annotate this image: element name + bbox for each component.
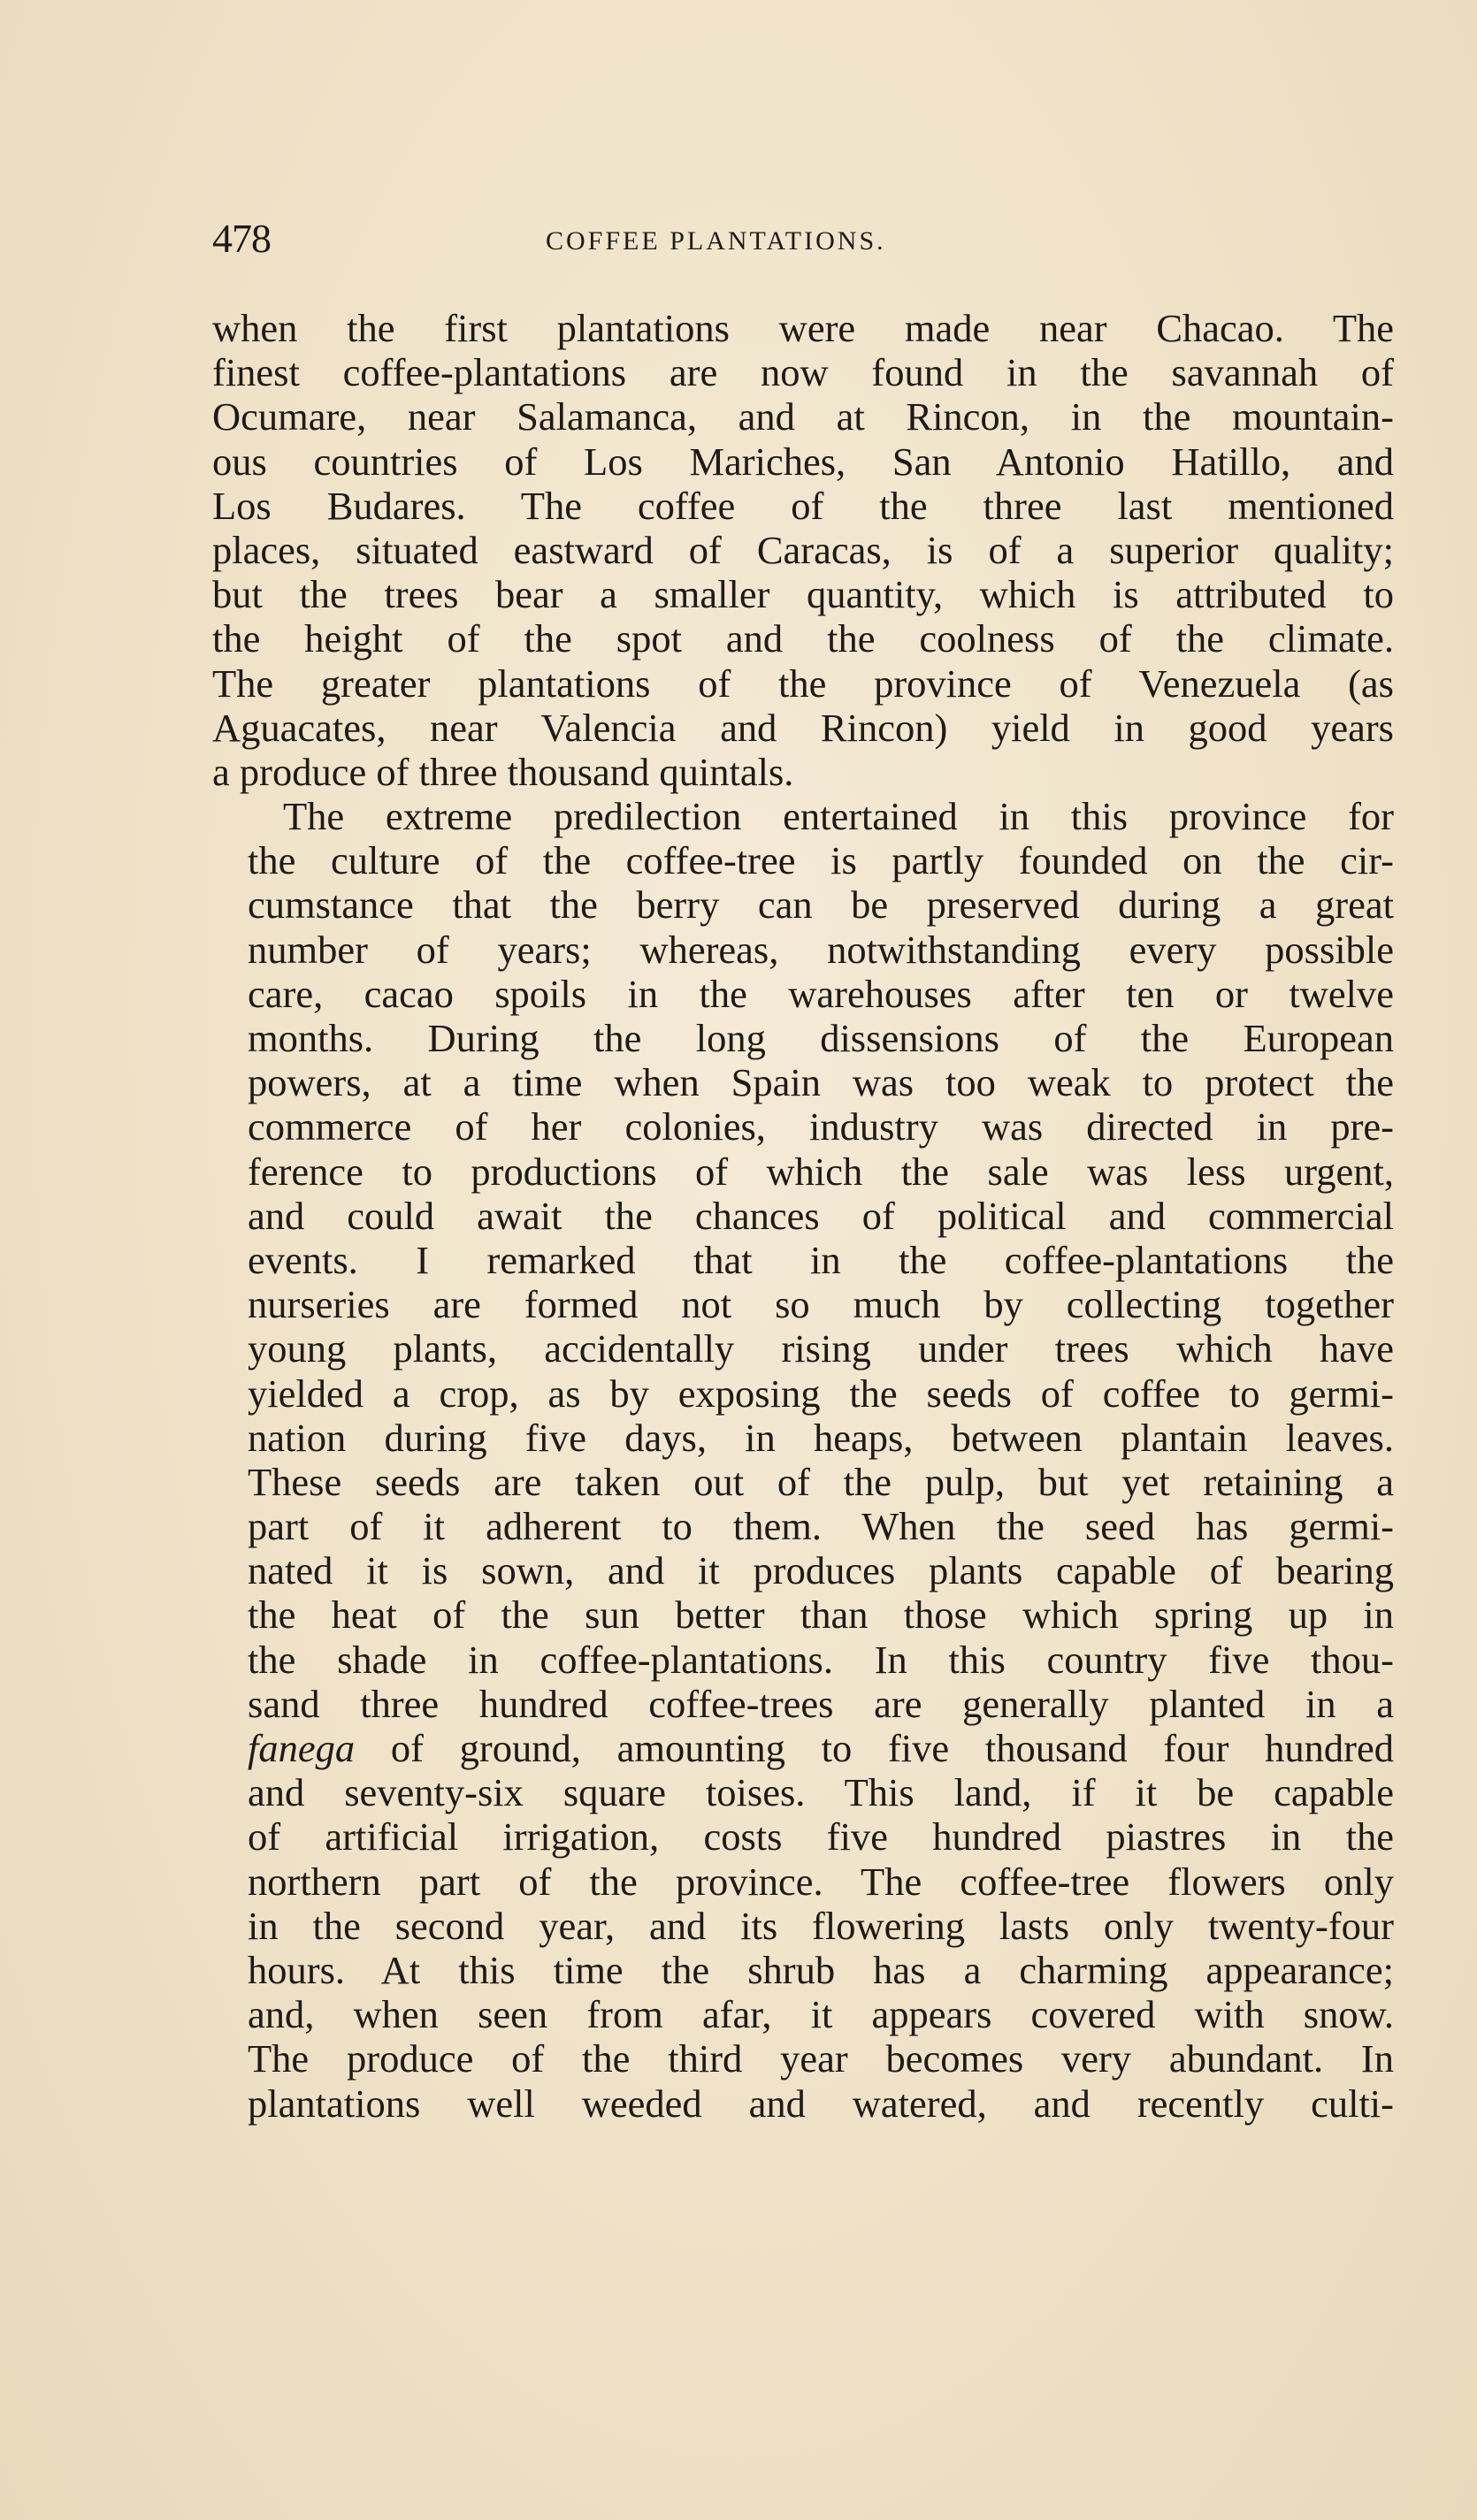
text-line: number of years; whereas, notwithstanding every possible <box>248 927 1394 972</box>
text-line: events. I remarked that in the coffee-plantations the <box>248 1237 1394 1282</box>
text-line: months. During the long dissensions of the European <box>248 1016 1394 1060</box>
text-line: the shade in coffee-plantations. In this country five thou- <box>248 1637 1394 1682</box>
text-line: of artificial irrigation, costs five hundred piastres in the <box>248 1814 1394 1859</box>
text-line: finest coffee-plantations are now found in the savannah of <box>212 350 1394 395</box>
text-line: the culture of the coffee-tree is partly founded on the cir- <box>248 838 1394 883</box>
text-line: yielded a crop, as by exposing the seeds of coffee to germi- <box>248 1371 1394 1416</box>
text-line: and seventy-six square toises. This land, if it be capable <box>248 1770 1394 1815</box>
text-line: a produce of three thousand quintals. <box>212 749 794 794</box>
text-line: cumstance that the berry can be preserved during a great <box>248 882 1394 928</box>
text-line: These seeds are taken out of the pulp, but yet retaining a <box>248 1459 1394 1504</box>
text-line: hours. At this time the shrub has a charming appearance; <box>248 1947 1394 1992</box>
text-line: nurseries are formed not so much by collecting together <box>248 1282 1394 1327</box>
text-line: ous countries of Los Mariches, San Antonio Hatillo, and <box>212 439 1394 484</box>
paragraph-2 <box>212 794 1394 2126</box>
page-number: 478 <box>212 216 271 261</box>
text-line: care, cacao spoils in the warehouses after ten or twelve <box>248 971 1394 1016</box>
text-line: in the second year, and its flowering lasts only twenty-four <box>248 1903 1394 1948</box>
italic-word: fanega <box>248 1726 356 1770</box>
text-line: when the first plantations were made near Chacao. The <box>212 306 1394 350</box>
book-page <box>212 212 1394 2126</box>
body-text <box>212 306 1394 2126</box>
text-line: The extreme predilection entertained in this province for <box>283 794 1394 839</box>
text-line: Aguacates, near Valencia and Rincon) yield in good years <box>212 705 1394 750</box>
text-line: and, when seen from afar, it appears covered with snow. <box>248 1992 1394 2037</box>
text-line: the heat of the sun better than those which spring up in <box>248 1592 1394 1638</box>
text-line: powers, at a time when Spain was too weak to protect the <box>248 1060 1394 1105</box>
text-line: places, situated eastward of Caracas, is of a superior quality; <box>212 527 1394 572</box>
text-line: but the trees bear a smaller quantity, which is attributed to <box>212 572 1394 617</box>
text-line: nated it is sown, and it produces plants capable of bearing <box>248 1548 1394 1593</box>
text-line: sand three hundred coffee-trees are generally planted in a <box>248 1681 1394 1726</box>
text-line: plantations well weeded and watered, and recently culti- <box>248 2081 1394 2126</box>
text-line: and could await the chances of political and commercial <box>248 1193 1394 1238</box>
text-line: ference to productions of which the sale was less urgent, <box>248 1149 1394 1194</box>
text-line: the height of the spot and the coolness of the climate. <box>212 616 1394 661</box>
text-line: part of it adherent to them. When the seed has germi- <box>248 1504 1394 1549</box>
text-line: The produce of the third year becomes very abundant. In <box>248 2036 1394 2081</box>
text-line: Ocumare, near Salamanca, and at Rincon, in the mountain- <box>212 394 1394 439</box>
text-line: northern part of the province. The coffee-tree flowers only <box>248 1859 1394 1904</box>
text-line: Los Budares. The coffee of the three last mentioned <box>212 483 1394 528</box>
running-head <box>212 212 1394 265</box>
text-line: The greater plantations of the province of Venezuela (as <box>212 661 1394 706</box>
line-remainder: of ground, amounting to five thousand four hundred <box>355 1726 1394 1770</box>
text-line: nation during five days, in heaps, between plantain leaves. <box>248 1415 1394 1460</box>
paragraph-1 <box>212 306 1394 794</box>
running-title: COFFEE PLANTATIONS. <box>546 226 886 256</box>
text-line: commerce of her colonies, industry was directed in pre- <box>248 1104 1394 1149</box>
text-line-italic <box>212 1726 1394 1770</box>
text-line: young plants, accidentally rising under trees which have <box>248 1326 1394 1371</box>
